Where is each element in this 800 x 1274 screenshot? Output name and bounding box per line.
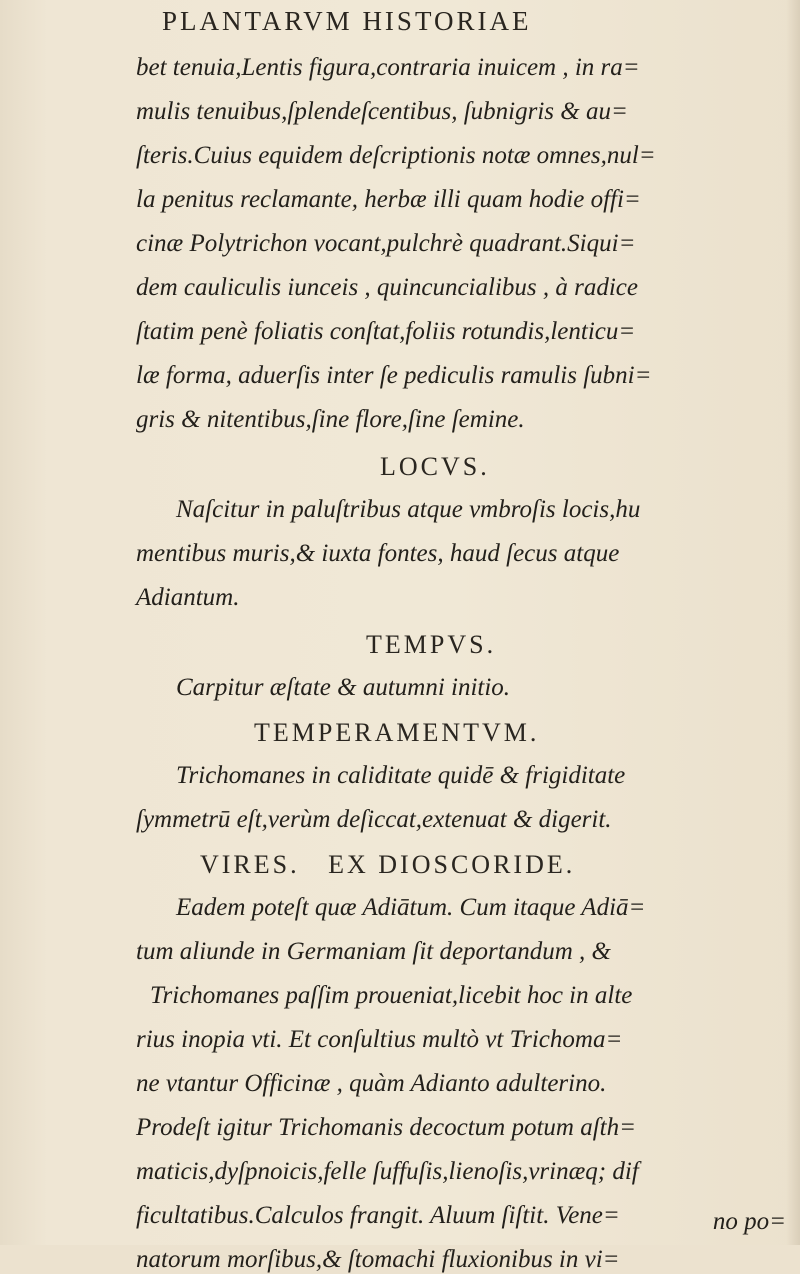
section-heading-temperamentum: TEMPERAMENTVM. — [254, 718, 540, 747]
text-line: Eadem poteſt quæ Adiātum. Cum itaque Adiā= — [176, 894, 646, 921]
text-line: maticis,dyſpnoicis,felle ſuffuſis,lienoſis,vrinæq; dif — [136, 1158, 639, 1185]
text-line: ſteris.Cuius equidem deſcriptionis notæ omnes,nul= — [136, 142, 656, 169]
page-edge-shadow — [786, 0, 800, 1245]
section-heading-locus: LOCVS. — [380, 452, 490, 481]
text-line: ficultatibus.Calculos frangit. Aluum ſiſtit. Vene= — [136, 1202, 620, 1229]
text-line: bet tenuia,Lentis figura,contraria inuicem , in ra= — [136, 54, 640, 81]
text-line: Adiantum. — [136, 584, 240, 611]
running-head: PLANTARVM HISTORIAE — [162, 6, 532, 36]
text-line: la penitus reclamante, herbæ illi quam hodie offi= — [136, 186, 641, 213]
catchword: no po= — [712, 1208, 786, 1235]
text-line: ne vtantur Officinæ , quàm Adianto adulterino. — [136, 1070, 607, 1097]
text-line: cinæ Polytrichon vocant,pulchrè quadrant.Siqui= — [136, 230, 636, 257]
text-line: Trichomanes in caliditate quidē & frigiditate — [176, 762, 626, 789]
text-line: mulis tenuibus,ſplendeſcentibus, ſubnigris & au= — [136, 98, 628, 125]
section-heading-tempus: TEMPVS. — [366, 630, 497, 659]
text-line: rius inopia vti. Et conſultius multò vt Trichoma= — [136, 1026, 623, 1053]
text-line: Prodeſt igitur Trichomanis decoctum potum aſth= — [136, 1114, 636, 1141]
text-line: Carpitur æſtate & autumni initio. — [176, 674, 511, 701]
text-line: Naſcitur in paluſtribus atque vmbroſis locis,hu — [176, 496, 641, 523]
text-line: natorum morſibus,& ſtomachi fluxionibus in vi= — [136, 1246, 620, 1273]
text-line: gris & nitentibus,ſine flore,ſine ſemine. — [136, 406, 525, 433]
text-line: ſymmetrū eſt,verùm deſiccat,extenuat & digerit. — [136, 806, 612, 833]
text-line: mentibus muris,& iuxta fontes, haud ſecus atque — [136, 540, 620, 567]
text-line: dem cauliculis iunceis , quincuncialibus , à radice — [136, 274, 638, 301]
section-heading-vires: VIRES. EX DIOSCORIDE. — [200, 850, 576, 879]
text-line: ſtatim penè foliatis conſtat,foliis rotundis,lenticu= — [136, 318, 636, 345]
text-line: tum aliunde in Germaniam ſit deportandum , & — [136, 938, 611, 965]
text-line: læ forma, aduerſis inter ſe pediculis ramulis ſubni= — [136, 362, 652, 389]
text-line: Trichomanes paſſim proueniat,licebit hoc in alte — [150, 982, 633, 1009]
